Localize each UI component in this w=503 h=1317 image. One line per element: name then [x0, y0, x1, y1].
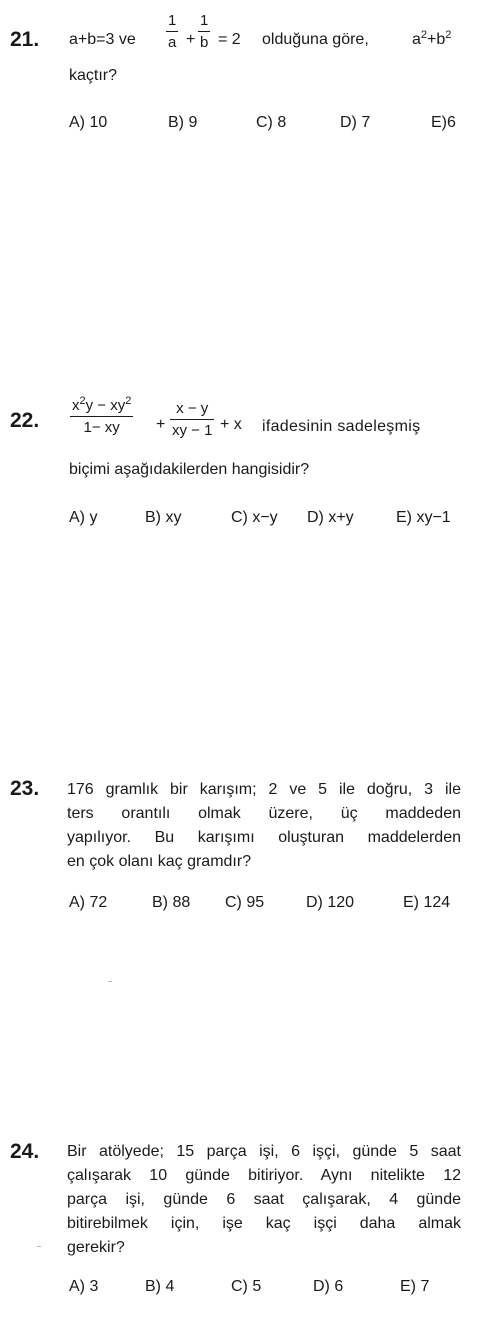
question-line: çalışarak 10 günde bitiriyor. Aynı nitelikte 12: [67, 1167, 461, 1184]
fraction-denominator: xy − 1: [172, 422, 213, 439]
question-text-line-2: kaçtır?: [69, 67, 118, 84]
question-line: 176 gramlık bir karışım; 2 ve 5 ile doğru, 3 ile: [67, 781, 461, 798]
fraction-denominator: 1− xy: [83, 419, 120, 436]
option-a[interactable]: A) 3: [69, 1278, 99, 1295]
option-a[interactable]: A) 72: [69, 894, 108, 911]
plus-sign: +: [186, 31, 196, 48]
option-e[interactable]: E) 7: [400, 1278, 430, 1295]
question-condition: a+b=3 ve: [69, 31, 136, 48]
option-a[interactable]: A) y: [69, 509, 98, 526]
fraction-numerator: [70, 395, 133, 416]
question-line: parça işi, günde 6 saat çalışarak, 4 günde: [67, 1191, 461, 1208]
option-b[interactable]: B) 9: [168, 114, 198, 131]
option-c[interactable]: C) x−y: [231, 509, 278, 526]
question-number: 21.: [10, 28, 40, 51]
question-number: 22.: [10, 409, 40, 432]
scan-speck: [108, 981, 112, 982]
question-text-line-2: biçimi aşağıdakilerden hangisidir?: [69, 461, 310, 478]
fraction-denominator: b: [200, 34, 209, 51]
question-line: gerekir?: [67, 1239, 125, 1256]
question-line: yapılıyor. Bu karışımı oluşturan maddelerden: [67, 829, 461, 846]
num-part: y − xy: [85, 397, 126, 414]
option-d[interactable]: D) x+y: [307, 509, 354, 526]
exponent: 2: [445, 29, 452, 41]
plus-sign: +: [156, 416, 166, 433]
option-e[interactable]: E) 124: [403, 894, 451, 911]
fraction-numerator: 1: [200, 12, 209, 29]
question-paragraph: [67, 1140, 461, 1260]
question-line: bitirebilmek için, işe kaç işçi daha almak: [67, 1215, 461, 1232]
question-text: olduğuna göre,: [262, 31, 369, 48]
equals-two: = 2: [218, 31, 241, 48]
question-number: 24.: [10, 1140, 40, 1163]
option-e[interactable]: E) xy−1: [396, 509, 451, 526]
fraction-1: [70, 395, 133, 436]
expr-plus-b: +b: [427, 31, 446, 48]
question-paragraph: [67, 778, 461, 874]
fraction-numerator: x − y: [176, 400, 209, 417]
option-c[interactable]: C) 95: [225, 894, 265, 911]
fraction-numerator: 1: [168, 12, 177, 29]
expr-a: a: [412, 31, 421, 48]
question-number: 23.: [10, 777, 40, 800]
exponent: 2: [79, 395, 86, 407]
num-part: x: [72, 397, 80, 414]
option-d[interactable]: D) 7: [340, 114, 371, 131]
option-c[interactable]: C) 8: [256, 114, 287, 131]
fraction-1-over-a: [166, 13, 178, 50]
option-b[interactable]: B) 88: [152, 894, 191, 911]
plus-x: + x: [220, 416, 242, 433]
option-e[interactable]: E)6: [431, 114, 456, 131]
option-c[interactable]: C) 5: [231, 1278, 262, 1295]
fraction-denominator: a: [168, 34, 177, 51]
question-line: ters orantılı olmak üzere, üç maddeden: [67, 805, 461, 822]
option-a[interactable]: A) 10: [69, 114, 108, 131]
question-line: en çok olanı kaç gramdır?: [67, 853, 252, 870]
question-text: ifadesinin sadeleşmiş: [262, 418, 421, 435]
expression-a2-plus-b2: [412, 31, 451, 49]
option-b[interactable]: B) xy: [145, 509, 182, 526]
option-d[interactable]: D) 6: [313, 1278, 344, 1295]
exponent: 2: [125, 395, 132, 407]
exponent: 2: [420, 29, 428, 41]
scan-speck: [37, 1246, 41, 1247]
fraction-2: [170, 401, 214, 438]
option-d[interactable]: D) 120: [306, 894, 355, 911]
question-line: Bir atölyede; 15 parça işi, 6 işçi, günde 5 saat: [67, 1143, 461, 1160]
option-b[interactable]: B) 4: [145, 1278, 175, 1295]
fraction-1-over-b: [198, 13, 210, 50]
